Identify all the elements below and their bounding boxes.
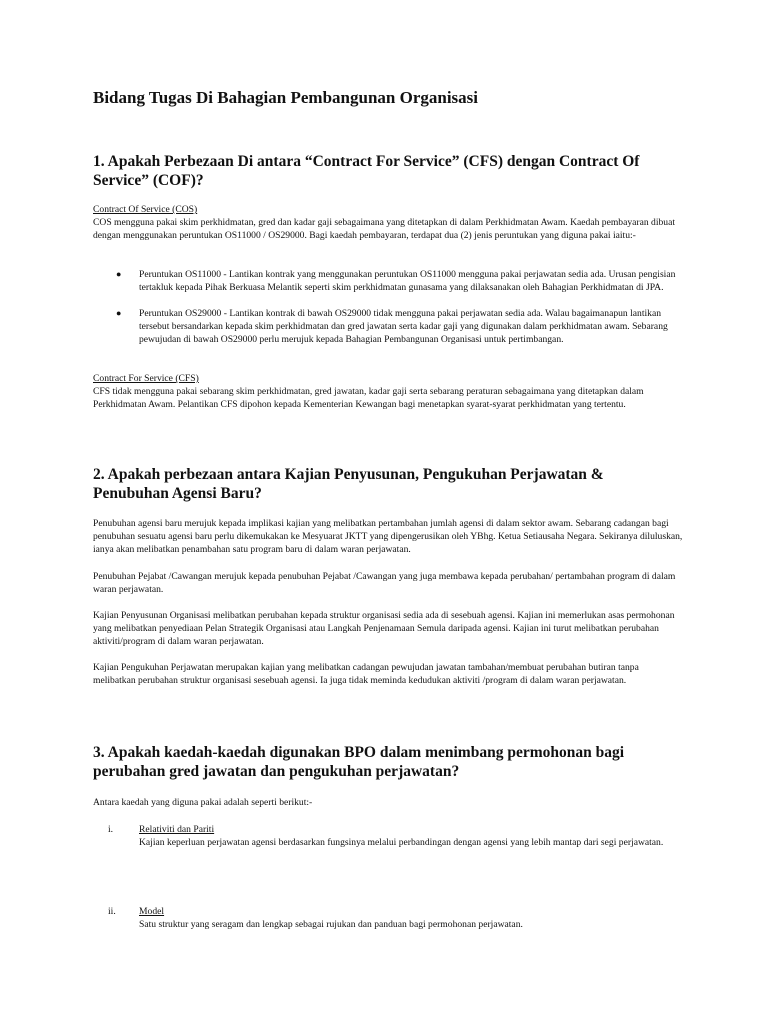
method-description: Satu struktur yang seragam dan lengkap sebagai rujukan dan panduan bagi permohonan perjawatan. [139,919,523,930]
bullet-icon: ● [116,308,122,318]
method-title: Model [139,906,165,917]
cfs-label: Contract For Service (CFS) [93,373,199,384]
bullet-text: Peruntukan OS29000 - Lantikan kontrak di bawah OS29000 tidak mengguna pakai perjawatan sedia ada. Walau bagaimanapun lantikan tersebut bersandarkan kepada skim perkhidmatan dan gred jawatan serta kadar gaji yang digunakan dalam perkhidmatan awam. Sebarang pewujudan di bawah OS29000 perlu merujuk kepada Bahagian Pembangunan Organisasi untuk pertimbangan. [139,308,668,345]
question-2-heading: 2. Apakah perbezaan antara Kajian Penyusunan, Pengukuhan Perjawatan & Penubuhan Agensi Baru? [93,466,604,502]
method-description: Kajian keperluan perjawatan agensi berdasarkan fungsinya melalui perbandingan dengan agensi yang lebih mantap dari segi perjawatan. [139,837,664,848]
cfs-paragraph: CFS tidak mengguna pakai sebarang skim perkhidmatan, gred jawatan, kadar gaji serta sebarang peraturan sebagaimana yang ditetapkan dalam Perkhidmatan Awam. Pelantikan CFS dipohon kepada Kementerian Kewangan bagi menetapkan syarat-syarat perkhidmatan yang tertentu. [93,386,644,410]
document-title: Bidang Tugas Di Bahagian Pembangunan Organisasi [93,88,478,107]
bullet-icon: ● [116,269,122,279]
q2-paragraph: Penubuhan Pejabat /Cawangan merujuk kepada penubuhan Pejabat /Cawangan yang juga membawa kepada perubahan/ pertambahan program di dalam waran perjawatan. [93,571,676,595]
question-3-heading: 3. Apakah kaedah-kaedah digunakan BPO dalam menimbang permohonan bagi perubahan gred jawatan dan pengukuhan perjawatan? [93,744,625,780]
method-number: i. [108,824,114,835]
cos-label: Contract Of Service (COS) [93,204,198,215]
q3-intro: Antara kaedah yang diguna pakai adalah seperti berikut:- [93,797,313,808]
method-number: ii. [108,906,116,917]
bullet-text: Peruntukan OS11000 - Lantikan kontrak yang menggunakan peruntukan OS11000 mengguna pakai perjawatan sedia ada. Urusan pengisian tertakluk kepada Pihak Berkuasa Melantik seperti skim perkhidmatan gunasama yang dilaksanakan oleh Bahagian Perkhidmatan di JPA. [139,269,676,293]
cos-paragraph: COS mengguna pakai skim perkhidmatan, gred dan kadar gaji sebagaimana yang ditetapkan di dalam Perkhidmatan Awam. Kaedah pembayaran dibuat dengan menggunakan peruntukan OS11000 / OS29000. Bagi kaedah pembayaran, terdapat dua (2) jenis peruntukan yang diguna pakai iaitu:- [93,217,676,241]
q2-paragraph: Kajian Penyusunan Organisasi melibatkan perubahan kepada struktur organisasi sedia ada di sesebuah agensi. Kajian ini memerlukan asas permohonan yang melibatkan penyediaan Pelan Strategik Organisasi atau Langkah Penjenamaan Semula daripada agensi. Kajian ini turut melibatkan perubahan aktiviti/program di dalam waran perjawatan. [93,610,675,647]
method-title: Relativiti dan Pariti [139,824,215,835]
q2-paragraph: Penubuhan agensi baru merujuk kepada implikasi kajian yang melibatkan pertambahan jumlah agensi di dalam sektor awam. Sebarang cadangan bagi penubuhan sesuatu agensi baru perlu dikemukakan ke Mesyuarat JKTT yang dipengerusikan oleh YBhg. Ketua Setiausaha Negara. Sekiranya diluluskan, ianya akan melibatkan penambahan satu program baru di dalam waran perjawatan. [93,518,683,555]
q2-paragraph: Kajian Pengukuhan Perjawatan merupakan kajian yang melibatkan cadangan pewujudan jawatan tambahan/membuat perubahan butiran tanpa melibatkan perubahan struktur organisasi sesebuah agensi. Ia juga tidak meminda kedudukan aktiviti /program di dalam waran perjawatan. [93,662,639,686]
question-1-heading: 1. Apakah Perbezaan Di antara “Contract For Service” (CFS) dengan Contract Of Service” (COF)? [93,153,640,189]
